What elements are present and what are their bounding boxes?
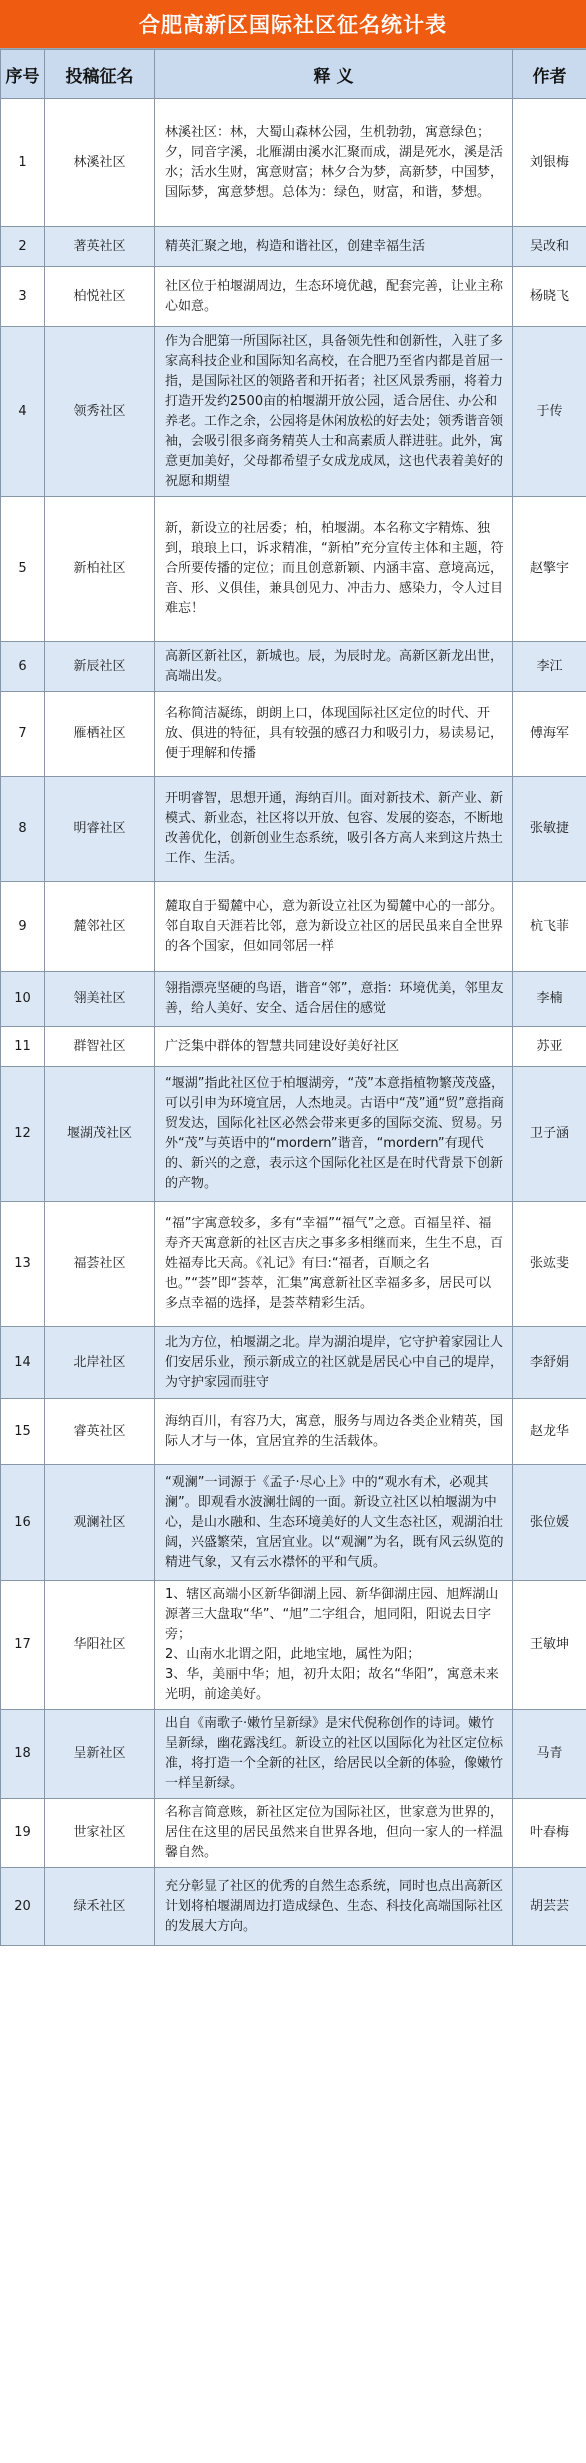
naming-table: [0, 49, 586, 1946]
row-description: 广泛集中群体的智慧共同建设好美好社区: [155, 1027, 513, 1067]
row-number: 6: [1, 642, 45, 692]
row-author: 赵龙华: [513, 1399, 586, 1465]
header-no: 序号: [1, 50, 45, 99]
row-author: 于传: [513, 327, 586, 497]
row-author: 张竑斐: [513, 1202, 586, 1327]
row-description: 北为方位，柏堰湖之北。岸为湖泊堤岸，它守护着家园让人们安居乐业，预示新成立的社区就是居民心中自己的堤岸，为守护家园而驻守: [155, 1327, 513, 1399]
row-description: “观澜”一词源于《孟子·尽心上》中的“观水有术，必观其澜”。即观看水波澜壮阔的一面。新设立社区以柏堰湖为中心，是山水融和、生态环境美好的人文生态社区，观湖泊壮阔，兴盛繁荣，宜居宜业。以“观澜”为名，既有风云纵览的精进气象，又有云水襟怀的平和气质。: [155, 1465, 513, 1581]
table-row: [1, 1465, 586, 1581]
row-author: 杨晓飞: [513, 267, 586, 327]
row-name: 柏悦社区: [45, 267, 155, 327]
table-row: [1, 99, 586, 227]
row-name: 林溪社区: [45, 99, 155, 227]
table-row: [1, 1327, 586, 1399]
row-name: 雁栖社区: [45, 692, 155, 777]
table-row: [1, 267, 586, 327]
table-row: [1, 1868, 586, 1946]
row-name: 麓邻社区: [45, 882, 155, 972]
header-row: [1, 50, 586, 99]
row-name: 世家社区: [45, 1799, 155, 1868]
row-description: 翎指漂亮坚硬的鸟语，谐音“邻”，意指：环境优美，邻里友善，给人美好、安全、适合居住的感觉: [155, 972, 513, 1027]
row-author: 李江: [513, 642, 586, 692]
row-number: 13: [1, 1202, 45, 1327]
table-row: [1, 1202, 586, 1327]
header-desc: 释 义: [155, 50, 513, 99]
row-number: 9: [1, 882, 45, 972]
table-row: [1, 1710, 586, 1799]
row-number: 3: [1, 267, 45, 327]
row-author: 苏亚: [513, 1027, 586, 1067]
row-name: 著英社区: [45, 227, 155, 267]
row-number: 8: [1, 777, 45, 882]
table-row: [1, 777, 586, 882]
row-name: 睿英社区: [45, 1399, 155, 1465]
table-row: [1, 1799, 586, 1868]
row-name: 新柏社区: [45, 497, 155, 642]
row-description: 麓取自于蜀麓中心，意为新设立社区为蜀麓中心的一部分。邻自取自天涯若比邻，意为新设立社区的居民虽来自全世界的各个国家，但如同邻居一样: [155, 882, 513, 972]
row-author: 李楠: [513, 972, 586, 1027]
table-row: [1, 327, 586, 497]
table-row: [1, 1581, 586, 1710]
row-description: 作为合肥第一所国际社区，具备领先性和创新性，入驻了多家高科技企业和国际知名高校，在合肥乃至省内都是首屈一指，是国际社区的领路者和开拓者；社区风景秀丽，将着力打造开发约2500亩的柏堰湖开放公园，适合居住、办公和养老。工作之余，公园将是休闲放松的好去处；领秀谐音领袖，会吸引很多商务精英人士和高素质人群进驻。此外，寓意更加美好，父母都希望子女成龙成凤，这也代表着美好的祝愿和期望: [155, 327, 513, 497]
row-number: 5: [1, 497, 45, 642]
row-number: 18: [1, 1710, 45, 1799]
row-name: 呈新社区: [45, 1710, 155, 1799]
row-name: 翎美社区: [45, 972, 155, 1027]
row-number: 12: [1, 1067, 45, 1202]
row-description: 出自《南歌子·嫩竹呈新绿》是宋代倪称创作的诗词。嫩竹呈新绿，幽花露浅红。新设立的社区以国际化为社区定位标准，将打造一个全新的社区，给居民以全新的体验，像嫩竹一样呈新绿。: [155, 1710, 513, 1799]
row-number: 15: [1, 1399, 45, 1465]
row-number: 11: [1, 1027, 45, 1067]
row-name: 群智社区: [45, 1027, 155, 1067]
row-number: 7: [1, 692, 45, 777]
row-number: 19: [1, 1799, 45, 1868]
row-number: 17: [1, 1581, 45, 1710]
row-name: 领秀社区: [45, 327, 155, 497]
row-name: 绿禾社区: [45, 1868, 155, 1946]
row-name: 堰湖茂社区: [45, 1067, 155, 1202]
table-row: [1, 692, 586, 777]
row-author: 赵擎宇: [513, 497, 586, 642]
row-number: 16: [1, 1465, 45, 1581]
table-row: [1, 972, 586, 1027]
row-author: 胡芸芸: [513, 1868, 586, 1946]
row-author: 刘银梅: [513, 99, 586, 227]
row-author: 李舒娟: [513, 1327, 586, 1399]
table-row: [1, 1399, 586, 1465]
row-description: 名称简洁凝练，朗朗上口，体现国际社区定位的时代、开放、俱进的特征，具有较强的感召力和吸引力，易读易记，便于理解和传播: [155, 692, 513, 777]
row-author: 傅海军: [513, 692, 586, 777]
row-description: 社区位于柏堰湖周边，生态环境优越，配套完善，让业主称心如意。: [155, 267, 513, 327]
row-author: 张位媛: [513, 1465, 586, 1581]
row-author: 王敏坤: [513, 1581, 586, 1710]
row-name: 北岸社区: [45, 1327, 155, 1399]
header-author: 作者: [513, 50, 586, 99]
row-description: 1、辖区高端小区新华御湖上园、新华御湖庄园、旭辉湖山源著三大盘取“华”、“旭”二字组合，旭同阳，阳说去日字旁； 2、山南水北谓之阳，此地宝地，属性为阳； 3、华，美丽中华；旭，初升太阳；故名“华阳”，寓意未来光明，前途美好。: [155, 1581, 513, 1710]
row-number: 20: [1, 1868, 45, 1946]
row-author: 张敏捷: [513, 777, 586, 882]
table-body: [1, 99, 586, 1946]
row-author: 叶春梅: [513, 1799, 586, 1868]
row-author: 吴改和: [513, 227, 586, 267]
row-description: “堰湖”指此社区位于柏堰湖旁，“茂”本意指植物繁茂茂盛，可以引申为环境宜居，人杰地灵。古语中“茂”通“贸”意指商贸发达，国际化社区必然会带来更多的国际交流、贸易。另外“茂”与英语中的“mordern”谐音，“mordern”有现代的、新兴的之意，表示这个国际化社区是在时代背景下创新的产物。: [155, 1067, 513, 1202]
row-description: 海纳百川，有容乃大，寓意，服务与周边各类企业精英，国际人才与一体，宜居宜养的生活载体。: [155, 1399, 513, 1465]
row-description: 林溪社区：林，大蜀山森林公园，生机勃勃，寓意绿色；夕，同音字溪，北雁湖由溪水汇聚而成，湖是死水，溪是活水；活水生财，寓意财富；林夕合为梦，高新梦，中国梦，国际梦，寓意梦想。总体为：绿色，财富，和谐，梦想。: [155, 99, 513, 227]
row-description: 名称言简意赅，新社区定位为国际社区，世家意为世界的，居住在这里的居民虽然来自世界各地，但向一家人的一样温馨自然。: [155, 1799, 513, 1868]
row-description: 精英汇聚之地，构造和谐社区，创建幸福生活: [155, 227, 513, 267]
table-row: [1, 642, 586, 692]
row-description: “福”字寓意较多，多有“幸福”“福气”之意。百福呈祥、福寿齐天寓意新的社区吉庆之事多多相继而来，生生不息，百姓福寿比天高。《礼记》有曰:“福者，百顺之名也。”“荟”即“荟萃，汇集”寓意新社区幸福多多，居民可以多点幸福的选择，是荟萃精彩生活。: [155, 1202, 513, 1327]
table-row: [1, 1067, 586, 1202]
row-author: 卫子涵: [513, 1067, 586, 1202]
row-number: 2: [1, 227, 45, 267]
row-number: 10: [1, 972, 45, 1027]
row-number: 4: [1, 327, 45, 497]
row-author: 马青: [513, 1710, 586, 1799]
header-name: 投稿征名: [45, 50, 155, 99]
table-row: [1, 227, 586, 267]
table-row: [1, 882, 586, 972]
row-name: 观澜社区: [45, 1465, 155, 1581]
row-name: 福荟社区: [45, 1202, 155, 1327]
row-name: 明睿社区: [45, 777, 155, 882]
sheet-title: 合肥高新区国际社区征名统计表: [0, 0, 586, 49]
row-author: 杭飞菲: [513, 882, 586, 972]
row-number: 1: [1, 99, 45, 227]
row-description: 充分彰显了社区的优秀的自然生态系统，同时也点出高新区计划将柏堰湖周边打造成绿色、生态、科技化高端国际社区的发展大方向。: [155, 1868, 513, 1946]
row-name: 华阳社区: [45, 1581, 155, 1710]
row-description: 新，新设立的社居委；柏，柏堰湖。本名称文字精炼、独到，琅琅上口，诉求精准，“新柏”充分宣传主体和主题，符合所要传播的定位；而且创意新颖、内涵丰富、意境高远，音、形、义俱佳，兼具创见力、冲击力、感染力，令人过目难忘！: [155, 497, 513, 642]
row-number: 14: [1, 1327, 45, 1399]
table-row: [1, 1027, 586, 1067]
row-description: 开明睿智，思想开通，海纳百川。面对新技术、新产业、新模式、新业态，社区将以开放、包容、发展的姿态，不断地改善优化，创新创业生态系统，吸引各方高人来到这片热土工作、生活。: [155, 777, 513, 882]
row-description: 高新区新社区，新城也。辰，为辰时龙。高新区新龙出世，高端出发。: [155, 642, 513, 692]
table-row: [1, 497, 586, 642]
row-name: 新辰社区: [45, 642, 155, 692]
